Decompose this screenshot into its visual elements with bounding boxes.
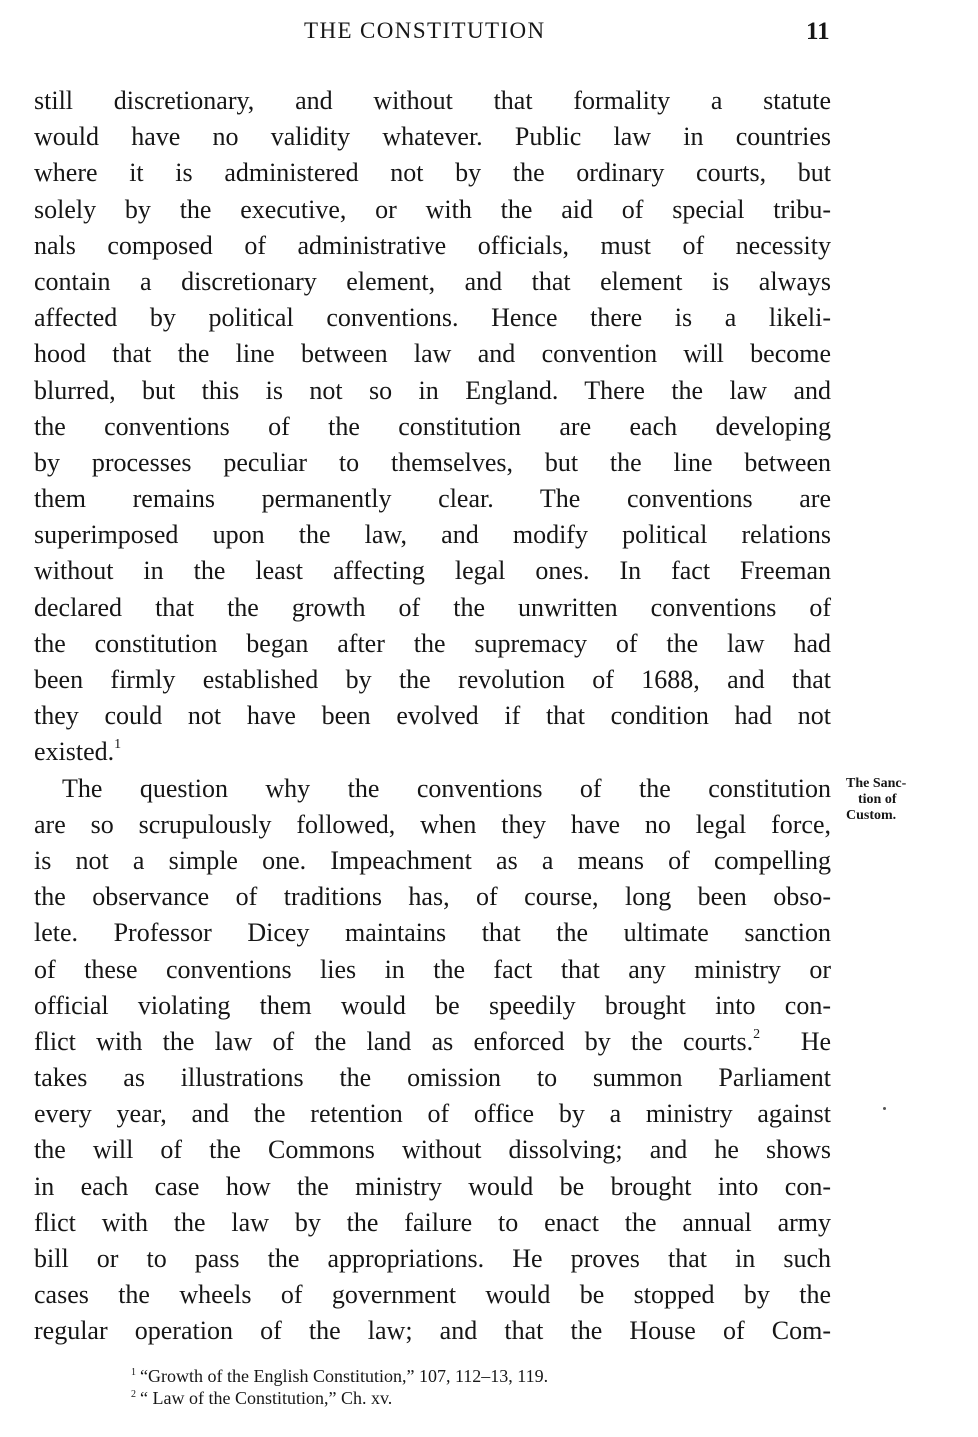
text-line: they could not have been evolved if that condition had not bbox=[34, 701, 831, 731]
text-line: blurred, but this is not so in England. There the law and bbox=[34, 375, 831, 405]
text-line: are so scrupulously followed, when they have no legal force, bbox=[34, 809, 831, 839]
text-line: the constitution began after the supremacy of the law had bbox=[34, 628, 831, 658]
text-line: been firmly established by the revolution of 1688, and that bbox=[34, 665, 831, 694]
footnote-2 bbox=[131, 1387, 831, 1409]
text-line: flict with the law by the failure to enact the annual army bbox=[34, 1207, 831, 1237]
text-line: still discretionary, and without that formality a statute bbox=[34, 86, 831, 115]
footnote-ref-2: 2 bbox=[753, 1026, 761, 1042]
margin-sidenote bbox=[846, 776, 966, 824]
footnote-mark: 1 bbox=[131, 1367, 136, 1378]
text-line: the observance of traditions has, of course, long been obso- bbox=[34, 882, 831, 912]
text-line bbox=[34, 1024, 831, 1060]
text-line-content: flict with the law of the land as enforced by the courts. bbox=[34, 1026, 754, 1056]
text-line: the conventions of the constitution are each developing bbox=[34, 411, 831, 441]
text-line: without in the least affecting legal ones. In fact Freeman bbox=[34, 556, 831, 586]
text-line: bill or to pass the appropriations. He proves that in such bbox=[34, 1244, 831, 1273]
body-text bbox=[34, 83, 831, 1350]
text-line: official violating them would be speedily brought into con- bbox=[34, 990, 831, 1020]
text-line: of these conventions lies in the fact that any ministry or bbox=[34, 954, 831, 984]
footnote-mark: 2 bbox=[131, 1389, 136, 1400]
text-line: them remains permanently clear. The conventions are bbox=[34, 484, 831, 514]
text-line: every year, and the retention of office by a ministry against bbox=[34, 1099, 831, 1129]
print-speck bbox=[883, 1107, 886, 1110]
text-line: regular operation of the law; and that the House of Com- bbox=[34, 1316, 831, 1346]
running-title: THE CONSTITUTION bbox=[304, 18, 546, 43]
footnote-1 bbox=[131, 1365, 831, 1387]
text-line: where it is administered not by the ordinary courts, but bbox=[34, 158, 831, 188]
paragraph-start-line: The question why the conventions of the constitution bbox=[62, 773, 831, 803]
footnotes bbox=[131, 1365, 831, 1409]
text-line: in each case how the ministry would be brought into con- bbox=[34, 1171, 831, 1201]
footnote-text: “Growth of the English Constitution,” 107, 112–13, 119. bbox=[140, 1366, 549, 1386]
text-line bbox=[34, 734, 831, 770]
text-line: solely by the executive, or with the aid of special tribu- bbox=[34, 194, 831, 224]
text-line: is not a simple one. Impeachment as a means of compelling bbox=[34, 845, 831, 875]
text-line: declared that the growth of the unwritten conventions of bbox=[34, 592, 831, 622]
text-line-tail: He bbox=[800, 1026, 832, 1056]
text-line: affected by political conventions. Hence there is a likeli- bbox=[34, 303, 831, 333]
text-line: hood that the line between law and convention will become bbox=[34, 339, 831, 369]
text-line-content: existed. bbox=[34, 737, 115, 767]
text-line: cases the wheels of government would be stopped by the bbox=[34, 1280, 831, 1310]
text-line: nals composed of administrative officials, must of necessity bbox=[34, 230, 831, 260]
text-line: by processes peculiar to themselves, but the line between bbox=[34, 447, 831, 477]
footnote-ref-1: 1 bbox=[114, 737, 122, 753]
page-number: 11 bbox=[806, 18, 830, 45]
sidenote-line: Custom. bbox=[846, 808, 897, 823]
sidenote-line: The Sanc- bbox=[846, 776, 907, 791]
sidenote-line: tion of bbox=[858, 792, 897, 807]
text-line: contain a discretionary element, and that element is always bbox=[34, 266, 831, 296]
footnote-text: “ Law of the Constitution,” Ch. xv. bbox=[140, 1388, 393, 1408]
text-line: lete. Professor Dicey maintains that the ultimate sanction bbox=[34, 918, 831, 948]
text-line: superimposed upon the law, and modify political relations bbox=[34, 520, 831, 550]
running-head bbox=[0, 18, 978, 52]
text-line: takes as illustrations the omission to summon Parliament bbox=[34, 1063, 831, 1093]
text-line: would have no validity whatever. Public law in countries bbox=[34, 122, 831, 152]
text-line: the will of the Commons without dissolving; and he shows bbox=[34, 1135, 831, 1165]
